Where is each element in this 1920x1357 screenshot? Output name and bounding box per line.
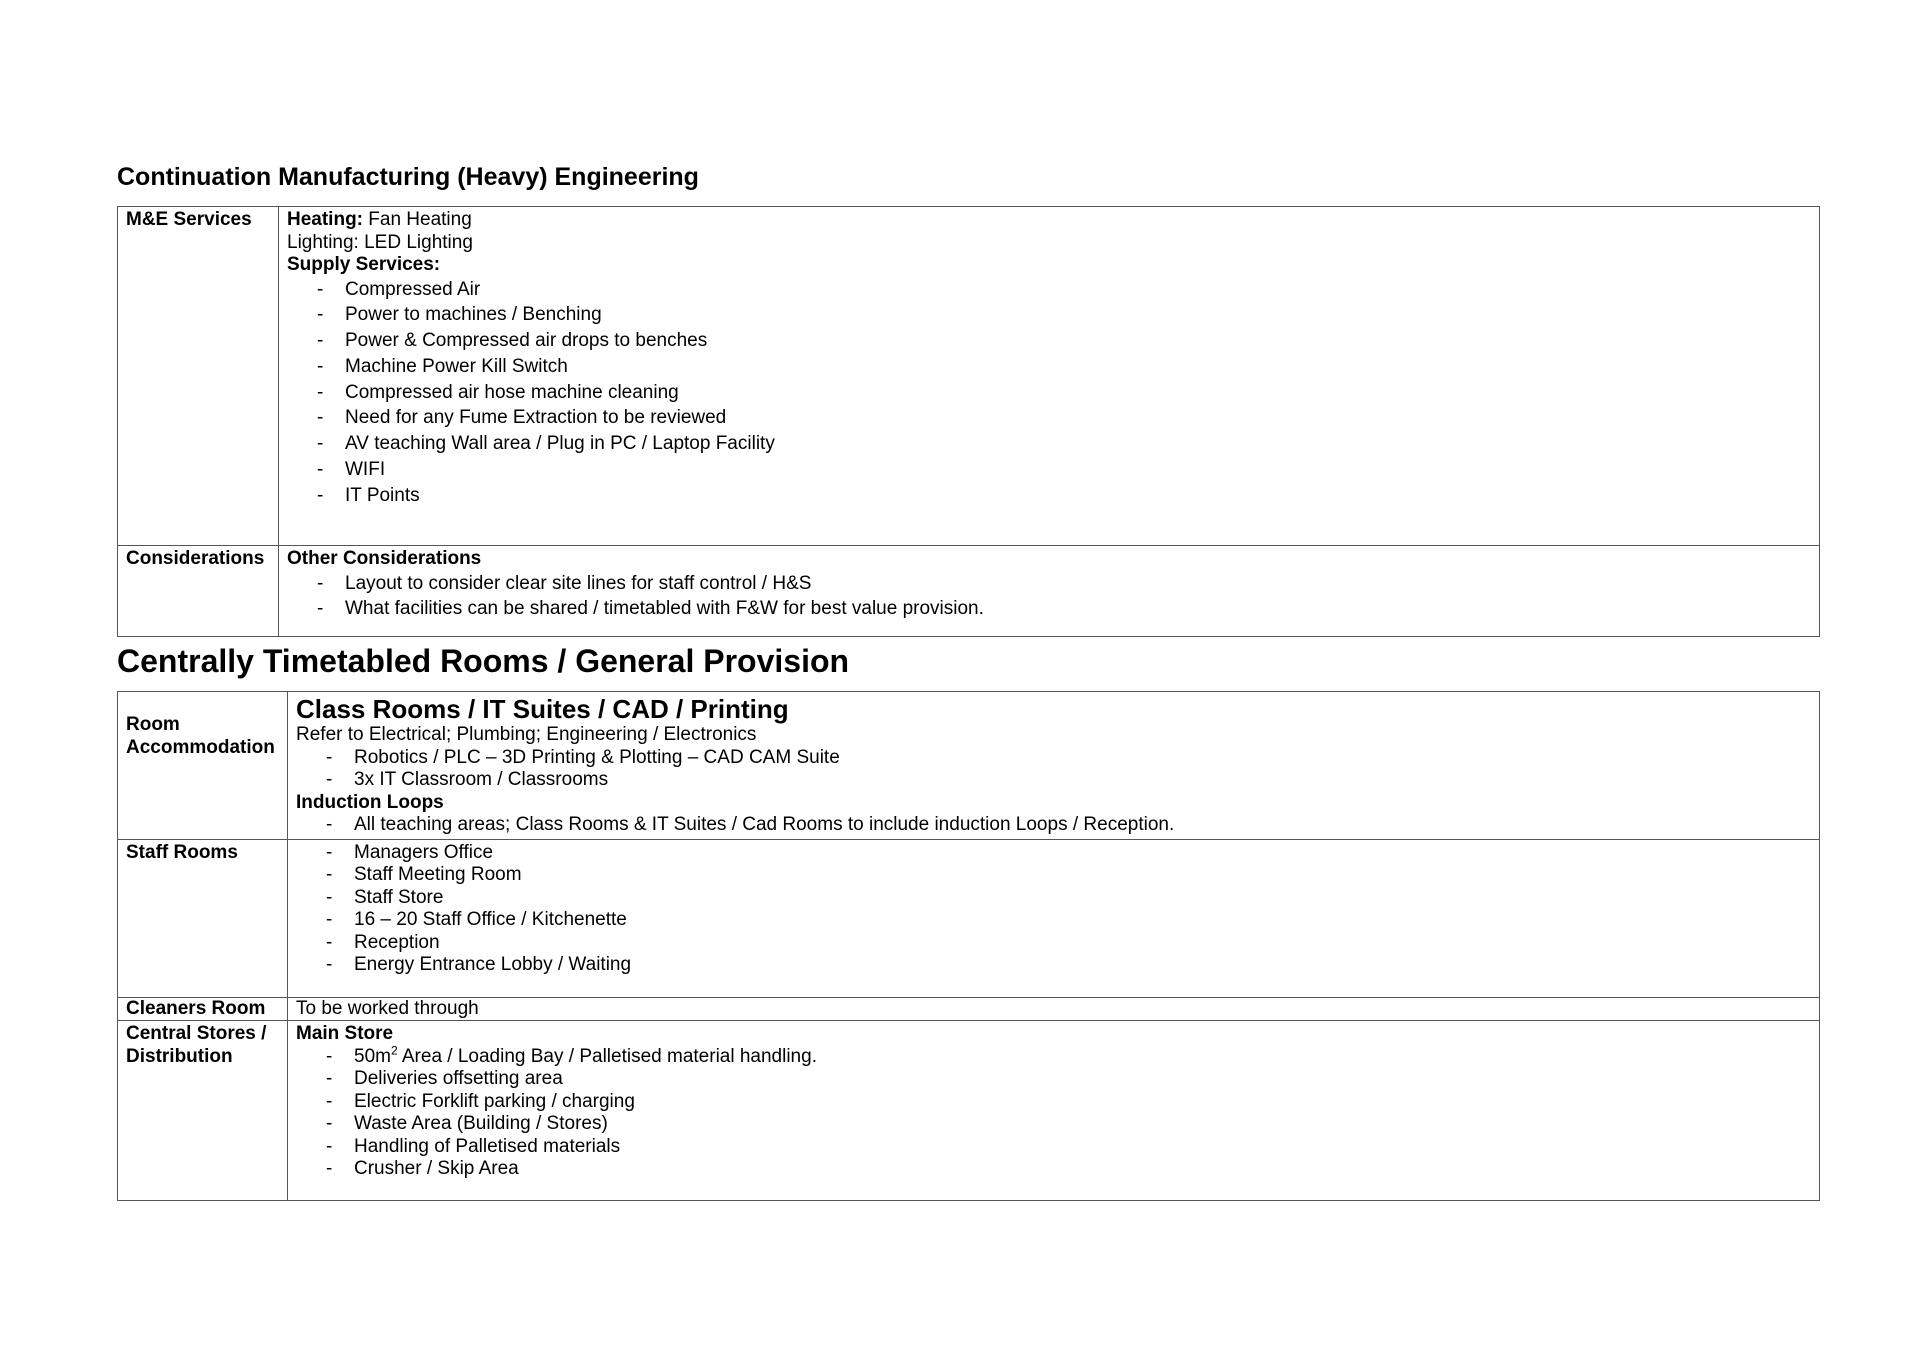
table-row xyxy=(118,1021,1820,1201)
room-list xyxy=(296,747,1811,792)
list-item: - Compressed air hose machine cleaning xyxy=(287,380,1811,406)
list-item: - Handling of Palletised materials xyxy=(296,1136,1811,1159)
store-list xyxy=(296,1043,1811,1181)
list-item: - 3x IT Classroom / Classrooms xyxy=(296,769,1811,792)
list-item: - Machine Power Kill Switch xyxy=(287,354,1811,380)
considerations-list xyxy=(287,571,1811,623)
loops-heading: Induction Loops xyxy=(296,791,444,813)
list-item: - What facilities can be shared / timetabled with F&W for best value provision. xyxy=(287,596,1811,622)
row-label: Staff Rooms xyxy=(118,839,288,997)
room-heading: Class Rooms / IT Suites / CAD / Printing xyxy=(296,694,789,724)
table-row xyxy=(118,546,1820,637)
list-item: - Energy Entrance Lobby / Waiting xyxy=(296,954,1811,977)
list-item: - Electric Forklift parking / charging xyxy=(296,1091,1811,1114)
list-item: - AV teaching Wall area / Plug in PC / Laptop Facility xyxy=(287,431,1811,457)
considerations-heading: Other Considerations xyxy=(287,548,482,569)
table-row xyxy=(118,839,1820,997)
list-item: - Compressed Air xyxy=(287,277,1811,303)
list-item: - $50m^2$ Area / Loading Bay / Palletised material handling. xyxy=(296,1046,1811,1069)
list-item: - Layout to consider clear site lines for staff control / H&S xyxy=(287,571,1811,597)
row-label: Cleaners Room xyxy=(118,997,288,1021)
staff-list xyxy=(296,842,1811,977)
row-label: Considerations xyxy=(118,546,279,637)
list-item: - Deliveries offsetting area xyxy=(296,1068,1811,1091)
row-content xyxy=(279,207,1820,546)
row-label: Central Stores / Distribution xyxy=(118,1021,288,1201)
row-content xyxy=(288,692,1820,840)
list-item: - 16 – 20 Staff Office / Kitchenette xyxy=(296,909,1811,932)
list-item: - Waste Area (Building / Stores) xyxy=(296,1113,1811,1136)
heating-line: Heating: Fan Heating xyxy=(287,209,472,230)
provision-table xyxy=(117,691,1820,1201)
list-item: - Reception xyxy=(296,932,1811,955)
document-page xyxy=(117,158,1820,1201)
row-label: Room Accommodation xyxy=(118,692,288,840)
row-content xyxy=(279,546,1820,637)
table-row xyxy=(118,207,1820,546)
list-item: - Need for any Fume Extraction to be reviewed xyxy=(287,405,1811,431)
supply-list xyxy=(287,277,1811,509)
lighting-line: Lighting: LED Lighting xyxy=(287,231,473,253)
supply-heading: Supply Services: xyxy=(287,254,441,275)
row-content xyxy=(288,1021,1820,1201)
list-item: - Power & Compressed air drops to benches xyxy=(287,328,1811,354)
table-row xyxy=(118,997,1820,1021)
row-content: To be worked through xyxy=(288,997,1820,1021)
list-item: - Staff Meeting Room xyxy=(296,864,1811,887)
section-title: Centrally Timetabled Rooms / General Provision xyxy=(117,643,850,679)
list-item: - Managers Office xyxy=(296,842,1811,865)
section-title: Continuation Manufacturing (Heavy) Engineering xyxy=(117,163,699,191)
list-item: - Power to machines / Benching xyxy=(287,302,1811,328)
list-item: - IT Points xyxy=(287,483,1811,509)
store-heading: Main Store xyxy=(296,1023,394,1044)
refer-line: Refer to Electrical; Plumbing; Engineering / Electronics xyxy=(296,724,757,745)
loops-list xyxy=(296,814,1811,837)
list-item: - Staff Store xyxy=(296,887,1811,910)
row-label: M&E Services xyxy=(118,207,279,546)
list-item: - All teaching areas; Class Rooms & IT Suites / Cad Rooms to include induction Loops / Reception. xyxy=(296,814,1811,837)
list-item: - Robotics / PLC – 3D Printing & Plotting – CAD CAM Suite xyxy=(296,747,1811,770)
table-row xyxy=(118,692,1820,840)
row-content xyxy=(288,839,1820,997)
list-item: - WIFI xyxy=(287,457,1811,483)
list-item: - Crusher / Skip Area xyxy=(296,1158,1811,1181)
engineering-table xyxy=(117,206,1820,637)
